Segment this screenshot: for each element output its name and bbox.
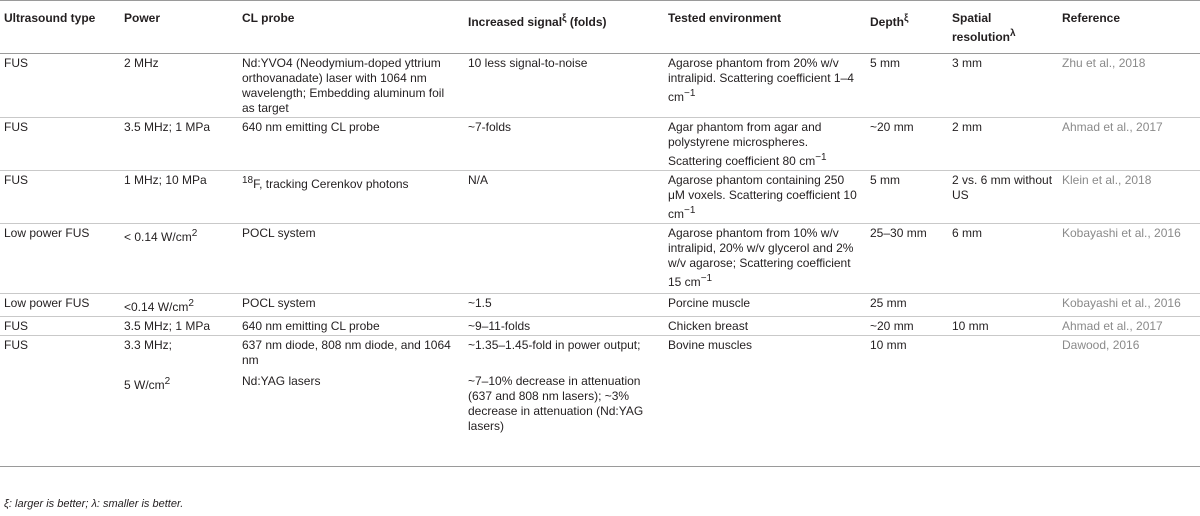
table-row [0,171,1200,224]
cell-environment: Chicken breast [664,317,866,336]
cell-resolution: 10 mm [948,317,1058,336]
cell-signal: ~1.35–1.45-fold in power output; [464,336,664,372]
cell-environment [664,372,866,467]
table-row [0,294,1200,317]
table-row [0,118,1200,171]
cell-signal: ~7–10% decrease in attenuation (637 and 808 nm lasers); ~3% decrease in attenuation (Nd:YAG lasers) [464,372,664,467]
cell-reference: Ahmad et al., 2017 [1058,118,1200,171]
cell-reference: Kobayashi et al., 2016 [1058,294,1200,317]
cell-signal: ~7-folds [464,118,664,171]
cell-probe: POCL system [238,294,464,317]
cell-signal [464,224,664,294]
cell-depth: 25 mm [866,294,948,317]
cell-probe: POCL system [238,224,464,294]
header-increased-signal: Increased signal$^\xi$ (folds) [464,1,664,54]
cell-depth: 5 mm [866,54,948,118]
cell-resolution: 2 mm [948,118,1058,171]
cell-depth: 5 mm [866,171,948,224]
cell-power: 5 $W/cm^2$ [120,372,238,467]
cell-probe: $^{18}$F, tracking Cerenkov photons [238,171,464,224]
header-ultrasound-type: Ultrasound type [0,1,120,54]
cell-probe: Nd:YVO4 (Neodymium-doped yttrium orthovanadate) laser with 1064 nm wavelength; Embedding aluminum foil as target [238,54,464,118]
cell-depth: ~20 mm [866,118,948,171]
cell-type: Low power FUS [0,294,120,317]
table-row [0,224,1200,294]
cell-type: FUS [0,317,120,336]
header-power: Power [120,1,238,54]
header-depth: Depth$^\xi$ [866,1,948,54]
cell-power: 3.5 MHz; 1 MPa [120,118,238,171]
cell-signal: 10 less signal-to-noise [464,54,664,118]
cell-reference: Ahmad et al., 2017 [1058,317,1200,336]
cell-depth: 25–30 mm [866,224,948,294]
table-row [0,54,1200,118]
cell-probe: 640 nm emitting CL probe [238,118,464,171]
cell-probe: 637 nm diode, 808 nm diode, and 1064 nm [238,336,464,372]
table-row [0,372,1200,467]
cell-reference [1058,372,1200,467]
cell-type: FUS [0,336,120,372]
cell-signal: N/A [464,171,664,224]
cell-type: Low power FUS [0,224,120,294]
table-row [0,317,1200,336]
cell-power: 2 MHz [120,54,238,118]
table-footnote: ξ: larger is better; λ: smaller is better. [4,498,184,510]
header-cl-probe: CL probe [238,1,464,54]
table-row [0,336,1200,372]
cell-environment: Agarose phantom from 10% w/v intralipid, 20% w/v glycerol and 2% w/v agarose; Scattering coefficient 15 $cm^{-1}$ [664,224,866,294]
cell-environment: Porcine muscle [664,294,866,317]
cell-reference: Kobayashi et al., 2016 [1058,224,1200,294]
cell-probe: Nd:YAG lasers [238,372,464,467]
header-tested-environment: Tested environment [664,1,866,54]
header-reference: Reference [1058,1,1200,54]
cell-depth [866,372,948,467]
cell-depth: 10 mm [866,336,948,372]
cell-type: FUS [0,118,120,171]
cell-resolution: 6 mm [948,224,1058,294]
cell-resolution [948,336,1058,372]
cell-resolution [948,294,1058,317]
cell-type: FUS [0,171,120,224]
cell-environment: Agar phantom from agar and polystyrene microspheres. Scattering coefficient 80 $cm^{-1}$ [664,118,866,171]
cell-environment: Bovine muscles [664,336,866,372]
cell-resolution: 3 mm [948,54,1058,118]
cell-power: < 0.14 $W/cm^2$ [120,224,238,294]
header-row [0,1,1200,54]
cell-type: FUS [0,54,120,118]
cell-depth: ~20 mm [866,317,948,336]
cell-resolution [948,372,1058,467]
cell-signal: ~1.5 [464,294,664,317]
cell-reference: Zhu et al., 2018 [1058,54,1200,118]
cell-power: 1 MHz; 10 MPa [120,171,238,224]
cell-type [0,372,120,467]
cell-power: 3.5 MHz; 1 MPa [120,317,238,336]
cell-reference: Dawood, 2016 [1058,336,1200,372]
header-spatial-resolution: Spatial resolution$^\lambda$ [948,1,1058,54]
cell-resolution: 2 vs. 6 mm without US [948,171,1058,224]
cell-environment: Agarose phantom from 20% w/v intralipid. Scattering coefficient 1–4 $cm^{-1}$ [664,54,866,118]
cell-signal: ~9–11-folds [464,317,664,336]
cell-power: <0.14 $W/cm^2$ [120,294,238,317]
cell-probe: 640 nm emitting CL probe [238,317,464,336]
cell-power: 3.3 MHz; [120,336,238,372]
cell-reference: Klein et al., 2018 [1058,171,1200,224]
cell-environment: Agarose phantom containing 250 μM voxels. Scattering coefficient 10 $cm^{-1}$ [664,171,866,224]
